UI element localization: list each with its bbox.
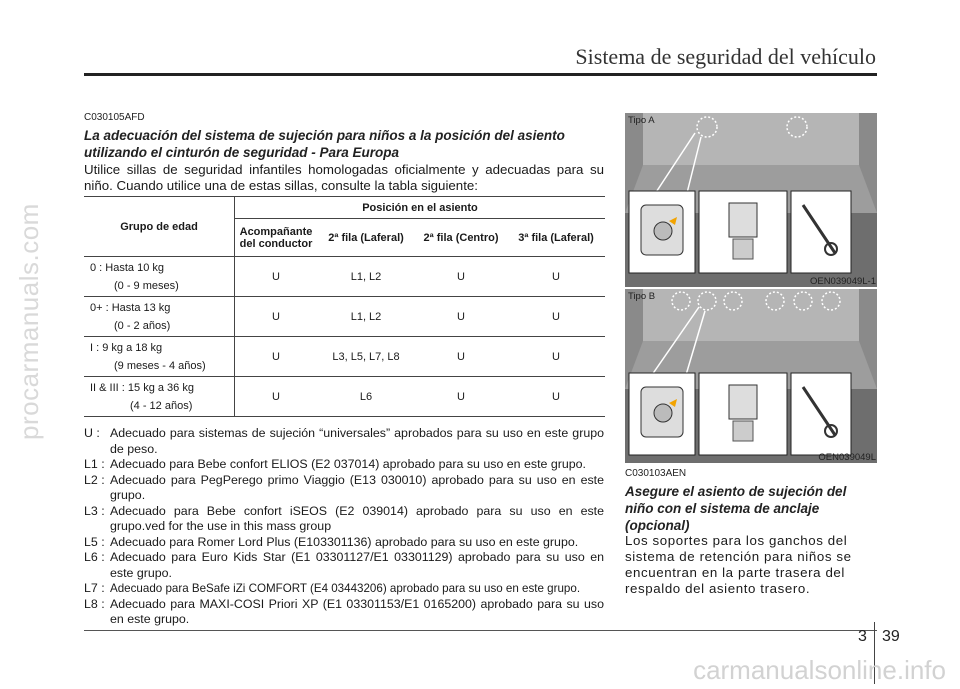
note-key: L2 : — [84, 472, 105, 487]
cargo-anchor-illustration-b — [625, 289, 877, 463]
note-item — [84, 550, 604, 581]
group-header: Grupo de edad — [84, 197, 235, 257]
note-text: Adecuado para sistemas de sujeción “universales” aprobados para su uso en este grupo de peso. — [110, 426, 604, 456]
figure-b-label: Tipo B — [628, 291, 656, 302]
group-label: I : 9 kg a 18 kg — [90, 341, 163, 354]
table-cell: U — [415, 297, 507, 337]
table-row — [84, 297, 605, 337]
side-watermark: procarmanuals.com — [14, 203, 44, 440]
table-cell: L6 — [317, 377, 415, 417]
note-item — [84, 535, 604, 551]
cargo-anchor-illustration-a — [625, 113, 877, 287]
note-key: U : — [84, 426, 100, 440]
figure-a-code: OEN039049L-1 — [809, 276, 876, 287]
table-cell: U — [507, 297, 605, 337]
table-cell: U — [507, 377, 605, 417]
note-text: Adecuado para BeSafe iZi COMFORT (E4 03443206) aprobado para su uso en este grupo. — [110, 582, 581, 595]
group-label: II & III : 15 kg a 36 kg — [90, 381, 194, 394]
note-item — [84, 581, 604, 597]
group-sub: (0 - 9 meses) — [114, 279, 179, 292]
table-cell: U — [415, 377, 507, 417]
note-item — [84, 597, 604, 628]
note-text: Adecuado para MAXI-COSI Priori XP (E1 03301153/E1 0165200) aprobado para su uso en este grupo. — [110, 596, 604, 626]
table-cell: U — [507, 337, 605, 377]
note-key: L5 : — [84, 534, 105, 549]
table-row — [84, 377, 605, 417]
note-key: L6 : — [84, 550, 105, 564]
note-text: Adecuado para Bebe confort iSEOS (E2 039014) aprobado para su uso en este grupo.ved for the use in this mass group — [110, 503, 604, 533]
bottom-watermark: carmanualsonline.info — [693, 655, 946, 685]
note-item — [84, 504, 604, 535]
footer-rule — [84, 630, 877, 631]
right-paragraph: Los soportes para los ganchos del sistema de retención para niños se encuentran en la parte trasera del respaldo del asiento trasero. — [625, 533, 852, 596]
note-key: L7 : — [84, 581, 105, 595]
table-cell: U — [415, 257, 507, 297]
table-cell: L3, L5, L7, L8 — [317, 337, 415, 377]
note-key: L8 : — [84, 596, 105, 611]
group-sub: (9 meses - 4 años) — [114, 359, 206, 372]
note-key: L1 : — [84, 457, 105, 471]
seat-suitability-table — [84, 196, 605, 417]
notes-list — [84, 426, 604, 628]
section-code: C030105AFD — [84, 112, 145, 123]
position-header: Posición en el asiento — [235, 197, 606, 219]
header-rule — [84, 73, 877, 76]
note-item — [84, 457, 604, 473]
chapter-number: 3 — [858, 628, 867, 645]
table-cell: U — [507, 257, 605, 297]
note-item — [84, 426, 604, 457]
note-item — [84, 473, 604, 504]
note-text: Adecuado para Euro Kids Star (E1 03301127/E1 03301129) aprobado para su uso en este grupo. — [110, 550, 604, 580]
table-cell: U — [235, 337, 318, 377]
figure-b-code: OEN039049L — [818, 452, 876, 463]
table-cell: U — [235, 257, 318, 297]
group-sub: (4 - 12 años) — [130, 399, 193, 412]
note-text: Adecuado para Romer Lord Plus (E103301136) aprobado para su uso en este grupo. — [110, 534, 579, 549]
table-cell: L1, L2 — [317, 297, 415, 337]
figure-tipo-b — [625, 289, 877, 463]
right-section-heading: Asegure el asiento de sujeción del niño con el sistema de anclaje (opcional) — [625, 484, 847, 533]
column-header: 2ª fila (Laferal) — [317, 219, 415, 257]
intro-paragraph: Utilice sillas de seguridad infantiles homologadas oficialmente y adecuadas para su niño. Cuando utilice una de estas sillas, consulte la tabla siguiente: — [84, 162, 604, 193]
table-row — [84, 337, 605, 377]
header-title: Sistema de seguridad del vehículo — [575, 44, 876, 69]
note-text: Adecuado para Bebe confort ELIOS (E2 037014) aprobado para su uso en este grupo. — [110, 457, 586, 471]
right-section-code: C030103AEN — [625, 468, 687, 479]
section-heading: La adecuación del sistema de sujeción para niños a la posición del asiento utilizando el cinturón de seguridad - Para Europa — [84, 128, 565, 160]
group-label: 0+ : Hasta 13 kg — [90, 301, 171, 314]
figure-tipo-a — [625, 113, 877, 287]
figure-a-label: Tipo A — [628, 115, 655, 126]
table-cell: U — [235, 377, 318, 417]
table-cell: U — [415, 337, 507, 377]
note-key: L3 : — [84, 503, 105, 518]
group-label: 0 : Hasta 10 kg — [90, 261, 164, 274]
page-number: 39 — [882, 628, 900, 645]
note-text: Adecuado para PegPerego primo Viaggio (E13 030010) aprobado para su uso en este grupo. — [110, 472, 604, 502]
table-row — [84, 257, 605, 297]
table-cell: L1, L2 — [317, 257, 415, 297]
column-header: 3ª fila (Laferal) — [507, 219, 605, 257]
column-header: 2ª fila (Centro) — [415, 219, 507, 257]
column-header: Acompañante del conductor — [235, 219, 318, 257]
table-cell: U — [235, 297, 318, 337]
group-sub: (0 - 2 años) — [114, 319, 171, 332]
